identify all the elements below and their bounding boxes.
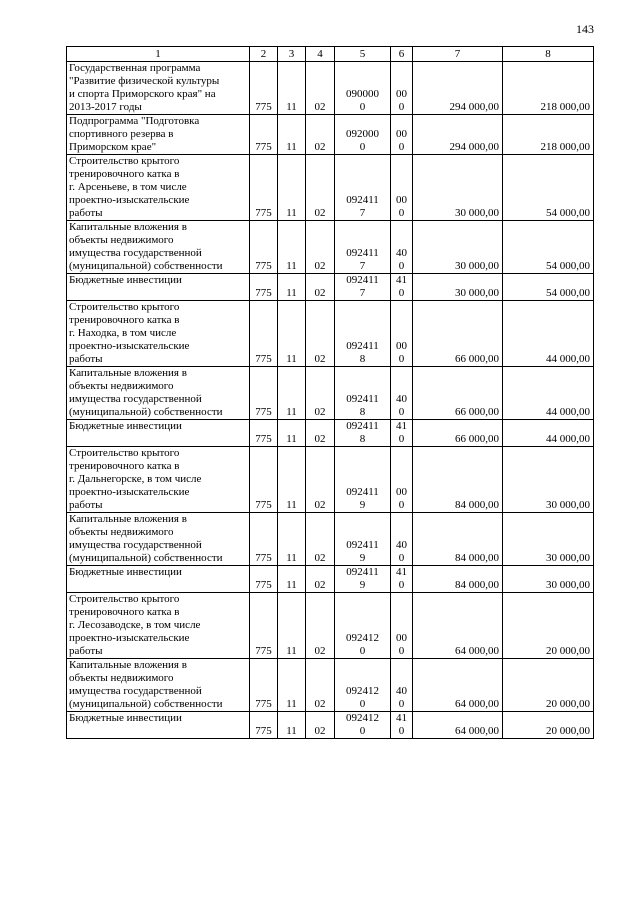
section-code-cell: 11: [278, 447, 306, 513]
row-name-cell: [67, 155, 250, 221]
ministry-code-cell: 775: [250, 593, 278, 659]
row-name-cell: [67, 593, 250, 659]
row-name-line: объекты недвижимого: [69, 234, 174, 246]
target-article-part: 092411: [346, 486, 379, 498]
target-article-part: 9: [359, 499, 366, 511]
amount-year1-cell: 84 000,00: [413, 566, 503, 593]
expense-type-cell: [391, 593, 413, 659]
row-name-line: тренировочного катка в: [69, 168, 180, 180]
expense-type-part: 0: [398, 698, 405, 710]
amount-year1-cell: 64 000,00: [413, 593, 503, 659]
target-article-part: 7: [359, 207, 366, 219]
row-name-line: и спорта Приморского края" на: [69, 88, 216, 100]
expense-type-cell: [391, 566, 413, 593]
budget-table: [66, 46, 594, 739]
row-name-line: работы: [69, 207, 103, 219]
ministry-code-cell: 775: [250, 274, 278, 301]
expense-type-cell: [391, 274, 413, 301]
expense-type-part: 41: [396, 566, 407, 578]
row-name-cell: [67, 62, 250, 115]
row-name-line: Государственная программа: [69, 62, 201, 74]
target-article-part: 0: [359, 725, 366, 737]
target-article-part: 092412: [346, 685, 379, 697]
target-article-part: 092412: [346, 712, 379, 724]
target-article-part: 8: [359, 353, 366, 365]
target-article-part: 7: [359, 260, 366, 272]
row-name-cell: [67, 712, 250, 739]
column-header: 3: [278, 47, 306, 62]
subsection-code-cell: 02: [306, 659, 335, 712]
row-name-line: Строительство крытого: [69, 593, 180, 605]
ministry-code-cell: 775: [250, 712, 278, 739]
row-name-line: проектно-изыскательские: [69, 340, 190, 352]
expense-type-part: 40: [396, 247, 407, 259]
expense-type-part: 41: [396, 274, 407, 286]
expense-type-part: 40: [396, 685, 407, 697]
ministry-code-cell: 775: [250, 513, 278, 566]
row-name-line: тренировочного катка в: [69, 606, 180, 618]
target-article-part: 9: [359, 552, 366, 564]
target-article-cell: [335, 62, 391, 115]
ministry-code-cell: 775: [250, 155, 278, 221]
row-name-line: Строительство крытого: [69, 155, 180, 167]
target-article-cell: [335, 221, 391, 274]
row-name-line: Капитальные вложения в: [69, 513, 187, 525]
amount-year1-cell: 30 000,00: [413, 155, 503, 221]
row-name-cell: [67, 115, 250, 155]
amount-year2-cell: 44 000,00: [503, 301, 594, 367]
expense-type-part: 0: [398, 101, 405, 113]
table-row: [67, 513, 594, 566]
subsection-code-cell: 02: [306, 155, 335, 221]
expense-type-cell: [391, 513, 413, 566]
table-row: [67, 367, 594, 420]
ministry-code-cell: 775: [250, 301, 278, 367]
section-code-cell: 11: [278, 712, 306, 739]
target-article-part: 090000: [346, 88, 379, 100]
expense-type-part: 40: [396, 539, 407, 551]
target-article-part: 0: [359, 698, 366, 710]
amount-year2-cell: 54 000,00: [503, 274, 594, 301]
expense-type-part: 40: [396, 393, 407, 405]
row-name-line: Строительство крытого: [69, 301, 180, 313]
expense-type-part: 0: [398, 499, 405, 511]
row-name-line: (муниципальной) собственности: [69, 552, 223, 564]
row-name-cell: [67, 659, 250, 712]
row-name-cell: [67, 301, 250, 367]
table-row: [67, 447, 594, 513]
subsection-code-cell: 02: [306, 115, 335, 155]
row-name-line: (муниципальной) собственности: [69, 406, 223, 418]
amount-year1-cell: 30 000,00: [413, 221, 503, 274]
row-name-line: имущества государственной: [69, 685, 202, 697]
section-code-cell: 11: [278, 593, 306, 659]
row-name-line: имущества государственной: [69, 247, 202, 259]
target-article-cell: [335, 301, 391, 367]
target-article-part: 092411: [346, 340, 379, 352]
row-name-line: работы: [69, 645, 103, 657]
expense-type-cell: [391, 712, 413, 739]
subsection-code-cell: 02: [306, 447, 335, 513]
amount-year1-cell: 84 000,00: [413, 447, 503, 513]
expense-type-cell: [391, 115, 413, 155]
row-name-line: проектно-изыскательские: [69, 632, 190, 644]
subsection-code-cell: 02: [306, 274, 335, 301]
target-article-cell: [335, 659, 391, 712]
row-name-line: г. Лесозаводске, в том числе: [69, 619, 201, 631]
amount-year2-cell: 44 000,00: [503, 367, 594, 420]
row-name-line: 2013-2017 годы: [69, 101, 142, 113]
table-row: [67, 221, 594, 274]
section-code-cell: 11: [278, 367, 306, 420]
table-row: [67, 659, 594, 712]
target-article-part: 092411: [346, 194, 379, 206]
expense-type-cell: [391, 447, 413, 513]
row-name-line: Бюджетные инвестиции: [69, 566, 182, 578]
row-name-line: Капитальные вложения в: [69, 659, 187, 671]
row-name-line: (муниципальной) собственности: [69, 698, 223, 710]
row-name-line: "Развитие физической культуры: [69, 75, 220, 87]
row-name-line: Строительство крытого: [69, 447, 180, 459]
subsection-code-cell: 02: [306, 712, 335, 739]
table-row: [67, 593, 594, 659]
target-article-cell: [335, 593, 391, 659]
expense-type-cell: [391, 367, 413, 420]
row-name-line: проектно-изыскательские: [69, 486, 190, 498]
row-name-line: спортивного резерва в: [69, 128, 174, 140]
table-row: [67, 62, 594, 115]
amount-year1-cell: 64 000,00: [413, 659, 503, 712]
amount-year2-cell: 218 000,00: [503, 62, 594, 115]
row-name-line: г. Дальнегорске, в том числе: [69, 473, 202, 485]
row-name-line: проектно-изыскательские: [69, 194, 190, 206]
expense-type-part: 0: [398, 579, 405, 591]
expense-type-part: 00: [396, 128, 407, 140]
target-article-part: 092411: [346, 420, 379, 432]
expense-type-part: 00: [396, 340, 407, 352]
row-name-cell: [67, 221, 250, 274]
target-article-cell: [335, 513, 391, 566]
target-article-cell: [335, 712, 391, 739]
amount-year1-cell: 294 000,00: [413, 115, 503, 155]
amount-year2-cell: 20 000,00: [503, 593, 594, 659]
column-header: 4: [306, 47, 335, 62]
row-name-line: Капитальные вложения в: [69, 221, 187, 233]
target-article-cell: [335, 566, 391, 593]
ministry-code-cell: 775: [250, 659, 278, 712]
subsection-code-cell: 02: [306, 367, 335, 420]
row-name-line: объекты недвижимого: [69, 526, 174, 538]
row-name-line: Бюджетные инвестиции: [69, 712, 182, 724]
table-row: [67, 301, 594, 367]
table-header-row: [67, 47, 594, 62]
target-article-part: 092411: [346, 539, 379, 551]
table-row: [67, 155, 594, 221]
expense-type-part: 41: [396, 712, 407, 724]
table-row: [67, 712, 594, 739]
row-name-cell: [67, 447, 250, 513]
row-name-line: Приморском крае": [69, 141, 157, 153]
expense-type-cell: [391, 155, 413, 221]
column-header: 5: [335, 47, 391, 62]
column-header: 1: [67, 47, 250, 62]
amount-year1-cell: 64 000,00: [413, 712, 503, 739]
section-code-cell: 11: [278, 659, 306, 712]
table-row: [67, 274, 594, 301]
target-article-cell: [335, 447, 391, 513]
amount-year2-cell: 30 000,00: [503, 513, 594, 566]
target-article-cell: [335, 115, 391, 155]
subsection-code-cell: 02: [306, 62, 335, 115]
expense-type-cell: [391, 221, 413, 274]
section-code-cell: 11: [278, 115, 306, 155]
subsection-code-cell: 02: [306, 566, 335, 593]
expense-type-part: 0: [398, 353, 405, 365]
amount-year2-cell: 20 000,00: [503, 659, 594, 712]
row-name-line: тренировочного катка в: [69, 460, 180, 472]
ministry-code-cell: 775: [250, 447, 278, 513]
table-row: [67, 420, 594, 447]
subsection-code-cell: 02: [306, 301, 335, 367]
section-code-cell: 11: [278, 62, 306, 115]
target-article-cell: [335, 155, 391, 221]
expense-type-part: 0: [398, 207, 405, 219]
target-article-part: 092411: [346, 393, 379, 405]
target-article-part: 092411: [346, 274, 379, 286]
ministry-code-cell: 775: [250, 420, 278, 447]
ministry-code-cell: 775: [250, 62, 278, 115]
amount-year1-cell: 66 000,00: [413, 420, 503, 447]
row-name-cell: [67, 367, 250, 420]
amount-year1-cell: 294 000,00: [413, 62, 503, 115]
expense-type-part: 00: [396, 632, 407, 644]
expense-type-part: 0: [398, 433, 405, 445]
target-article-part: 8: [359, 406, 366, 418]
row-name-line: объекты недвижимого: [69, 380, 174, 392]
amount-year2-cell: 20 000,00: [503, 712, 594, 739]
section-code-cell: 11: [278, 566, 306, 593]
amount-year2-cell: 44 000,00: [503, 420, 594, 447]
amount-year2-cell: 54 000,00: [503, 221, 594, 274]
target-article-part: 0: [359, 645, 366, 657]
expense-type-part: 00: [396, 486, 407, 498]
row-name-line: работы: [69, 499, 103, 511]
ministry-code-cell: 775: [250, 367, 278, 420]
amount-year2-cell: 30 000,00: [503, 447, 594, 513]
target-article-part: 9: [359, 579, 366, 591]
row-name-line: работы: [69, 353, 103, 365]
target-article-part: 092411: [346, 566, 379, 578]
row-name-line: Бюджетные инвестиции: [69, 274, 182, 286]
row-name-line: г. Арсеньеве, в том числе: [69, 181, 187, 193]
expense-type-part: 0: [398, 552, 405, 564]
row-name-cell: [67, 274, 250, 301]
row-name-cell: [67, 420, 250, 447]
expense-type-cell: [391, 62, 413, 115]
expense-type-cell: [391, 659, 413, 712]
target-article-part: 7: [359, 287, 366, 299]
section-code-cell: 11: [278, 155, 306, 221]
subsection-code-cell: 02: [306, 513, 335, 566]
expense-type-part: 00: [396, 88, 407, 100]
ministry-code-cell: 775: [250, 566, 278, 593]
target-article-part: 092411: [346, 247, 379, 259]
amount-year1-cell: 84 000,00: [413, 513, 503, 566]
section-code-cell: 11: [278, 513, 306, 566]
target-article-cell: [335, 367, 391, 420]
table-row: [67, 115, 594, 155]
subsection-code-cell: 02: [306, 593, 335, 659]
expense-type-part: 41: [396, 420, 407, 432]
target-article-part: 092000: [346, 128, 379, 140]
target-article-part: 0: [359, 101, 366, 113]
target-article-part: 092412: [346, 632, 379, 644]
amount-year1-cell: 66 000,00: [413, 367, 503, 420]
target-article-part: 8: [359, 433, 366, 445]
amount-year2-cell: 30 000,00: [503, 566, 594, 593]
expense-type-part: 0: [398, 287, 405, 299]
amount-year2-cell: 218 000,00: [503, 115, 594, 155]
section-code-cell: 11: [278, 420, 306, 447]
row-name-line: имущества государственной: [69, 393, 202, 405]
amount-year1-cell: 30 000,00: [413, 274, 503, 301]
row-name-line: Подпрограмма "Подготовка: [69, 115, 200, 127]
row-name-line: (муниципальной) собственности: [69, 260, 223, 272]
row-name-cell: [67, 566, 250, 593]
row-name-line: имущества государственной: [69, 539, 202, 551]
column-header: 2: [250, 47, 278, 62]
section-code-cell: 11: [278, 221, 306, 274]
subsection-code-cell: 02: [306, 420, 335, 447]
target-article-part: 0: [359, 141, 366, 153]
expense-type-part: 0: [398, 141, 405, 153]
row-name-line: Капитальные вложения в: [69, 367, 187, 379]
ministry-code-cell: 775: [250, 221, 278, 274]
column-header: 8: [503, 47, 594, 62]
section-code-cell: 11: [278, 301, 306, 367]
expense-type-part: 0: [398, 725, 405, 737]
row-name-line: Бюджетные инвестиции: [69, 420, 182, 432]
row-name-line: тренировочного катка в: [69, 314, 180, 326]
expense-type-cell: [391, 420, 413, 447]
column-header: 7: [413, 47, 503, 62]
row-name-cell: [67, 513, 250, 566]
expense-type-part: 0: [398, 406, 405, 418]
table-row: [67, 566, 594, 593]
amount-year2-cell: 54 000,00: [503, 155, 594, 221]
expense-type-cell: [391, 301, 413, 367]
expense-type-part: 0: [398, 260, 405, 272]
amount-year1-cell: 66 000,00: [413, 301, 503, 367]
row-name-line: объекты недвижимого: [69, 672, 174, 684]
section-code-cell: 11: [278, 274, 306, 301]
subsection-code-cell: 02: [306, 221, 335, 274]
target-article-cell: [335, 420, 391, 447]
ministry-code-cell: 775: [250, 115, 278, 155]
expense-type-part: 00: [396, 194, 407, 206]
target-article-cell: [335, 274, 391, 301]
page-number: 143: [576, 22, 594, 36]
row-name-line: г. Находка, в том числе: [69, 327, 177, 339]
column-header: 6: [391, 47, 413, 62]
expense-type-part: 0: [398, 645, 405, 657]
